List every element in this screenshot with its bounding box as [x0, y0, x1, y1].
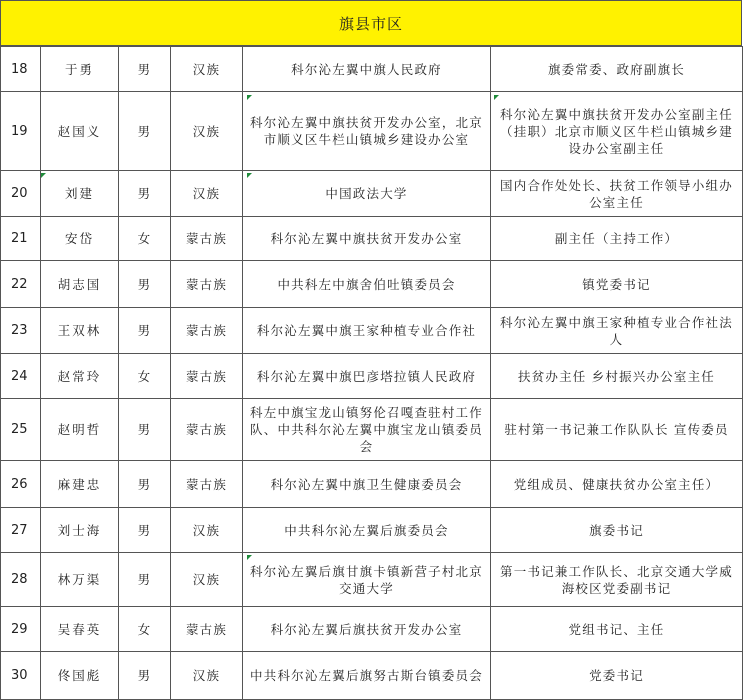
cell-gender[interactable]: 男	[119, 508, 171, 553]
cell-number[interactable]: 23	[1, 308, 41, 354]
cell-ethnicity[interactable]: 蒙古族	[171, 261, 243, 308]
table-row	[1, 461, 743, 508]
cell-number[interactable]: 19	[1, 92, 41, 171]
table-row	[1, 354, 743, 399]
cell-name[interactable]: 林万渠	[41, 553, 119, 607]
cell-name[interactable]: 刘建	[41, 171, 119, 217]
cell-unit[interactable]: 科尔沁左翼中旗扶贫开发办公室	[243, 217, 491, 261]
cell-ethnicity[interactable]: 汉族	[171, 47, 243, 92]
table-row	[1, 92, 743, 171]
cell-ethnicity[interactable]: 蒙古族	[171, 399, 243, 461]
table-row	[1, 261, 743, 308]
cell-number[interactable]: 28	[1, 553, 41, 607]
cell-number[interactable]: 22	[1, 261, 41, 308]
cell-unit[interactable]: 中共科尔沁左翼后旗努古斯台镇委员会	[243, 652, 491, 700]
cell-unit[interactable]: 科尔沁左翼后旗甘旗卡镇新营子村北京交通大学	[243, 553, 491, 607]
cell-gender[interactable]: 男	[119, 261, 171, 308]
cell-unit[interactable]: 科左中旗宝龙山镇努伦召嘎查驻村工作队、中共科尔沁左翼中旗宝龙山镇委员会	[243, 399, 491, 461]
cell-gender[interactable]: 男	[119, 171, 171, 217]
cell-position[interactable]: 党委书记	[491, 652, 743, 700]
cell-gender[interactable]: 男	[119, 553, 171, 607]
table-row	[1, 217, 743, 261]
cell-comment-marker	[247, 173, 252, 178]
cell-gender[interactable]: 男	[119, 652, 171, 700]
cell-position[interactable]: 镇党委书记	[491, 261, 743, 308]
cell-ethnicity[interactable]: 汉族	[171, 652, 243, 700]
cell-name[interactable]: 吴春英	[41, 607, 119, 652]
cell-comment-marker	[247, 555, 252, 560]
cell-ethnicity[interactable]: 蒙古族	[171, 354, 243, 399]
table-row	[1, 308, 743, 354]
cell-number[interactable]: 24	[1, 354, 41, 399]
cell-gender[interactable]: 女	[119, 607, 171, 652]
cell-gender[interactable]: 男	[119, 308, 171, 354]
cell-number[interactable]: 25	[1, 399, 41, 461]
cell-ethnicity[interactable]: 蒙古族	[171, 607, 243, 652]
cell-name[interactable]: 胡志国	[41, 261, 119, 308]
table-row	[1, 607, 743, 652]
cell-gender[interactable]: 男	[119, 461, 171, 508]
cell-unit[interactable]: 中共科尔沁左翼后旗委员会	[243, 508, 491, 553]
cell-ethnicity[interactable]: 蒙古族	[171, 461, 243, 508]
cell-gender[interactable]: 男	[119, 47, 171, 92]
cell-unit[interactable]: 科尔沁左翼中旗人民政府	[243, 47, 491, 92]
cell-unit[interactable]: 科尔沁左翼中旗巴彦塔拉镇人民政府	[243, 354, 491, 399]
cell-comment-marker	[247, 95, 252, 100]
cell-ethnicity[interactable]: 汉族	[171, 92, 243, 171]
cell-position[interactable]: 驻村第一书记兼工作队队长 宣传委员	[491, 399, 743, 461]
cell-gender[interactable]: 女	[119, 217, 171, 261]
cell-position[interactable]: 副主任（主持工作）	[491, 217, 743, 261]
cell-unit[interactable]: 科尔沁左翼中旗扶贫开发办公室，北京市顺义区牛栏山镇城乡建设办公室	[243, 92, 491, 171]
cell-unit[interactable]: 中国政法大学	[243, 171, 491, 217]
cell-gender[interactable]: 男	[119, 92, 171, 171]
cell-position[interactable]: 党组成员、健康扶贫办公室主任）	[491, 461, 743, 508]
cell-name[interactable]: 赵明哲	[41, 399, 119, 461]
cell-gender[interactable]: 女	[119, 354, 171, 399]
cell-number[interactable]: 21	[1, 217, 41, 261]
table-row	[1, 652, 743, 700]
cell-gender[interactable]: 男	[119, 399, 171, 461]
cell-unit[interactable]: 科尔沁左翼中旗卫生健康委员会	[243, 461, 491, 508]
cell-name[interactable]: 赵常玲	[41, 354, 119, 399]
cell-position[interactable]: 科尔沁左翼中旗王家种植专业合作社法人	[491, 308, 743, 354]
cell-number[interactable]: 29	[1, 607, 41, 652]
cell-ethnicity[interactable]: 汉族	[171, 171, 243, 217]
cell-number[interactable]: 20	[1, 171, 41, 217]
cell-unit[interactable]: 科尔沁左翼中旗王家种植专业合作社	[243, 308, 491, 354]
table-row	[1, 399, 743, 461]
table-row	[1, 553, 743, 607]
cell-unit[interactable]: 中共科左中旗舍伯吐镇委员会	[243, 261, 491, 308]
cell-number[interactable]: 26	[1, 461, 41, 508]
cell-position[interactable]: 扶贫办主任 乡村振兴办公室主任	[491, 354, 743, 399]
cell-number[interactable]: 18	[1, 47, 41, 92]
cell-name[interactable]: 刘士海	[41, 508, 119, 553]
cell-unit[interactable]: 科尔沁左翼后旗扶贫开发办公室	[243, 607, 491, 652]
cell-position[interactable]: 党组书记、主任	[491, 607, 743, 652]
cell-ethnicity[interactable]: 汉族	[171, 553, 243, 607]
cell-name[interactable]: 安岱	[41, 217, 119, 261]
cell-position[interactable]: 旗委书记	[491, 508, 743, 553]
region-header	[0, 0, 742, 46]
cell-comment-marker	[494, 95, 499, 100]
cell-position[interactable]: 科尔沁左翼中旗扶贫开发办公室副主任（挂职）北京市顺义区牛栏山镇城乡建设办公室副主任	[491, 92, 743, 171]
cell-number[interactable]: 27	[1, 508, 41, 553]
cell-comment-marker	[41, 173, 46, 178]
cell-ethnicity[interactable]: 蒙古族	[171, 308, 243, 354]
cell-position[interactable]: 第一书记兼工作队长、北京交通大学威海校区党委副书记	[491, 553, 743, 607]
table-row	[1, 171, 743, 217]
cell-name[interactable]: 麻建忠	[41, 461, 119, 508]
cell-ethnicity[interactable]: 汉族	[171, 508, 243, 553]
cell-position[interactable]: 国内合作处处长、扶贫工作领导小组办公室主任	[491, 171, 743, 217]
personnel-table	[0, 46, 743, 700]
region-header-title: 旗县市区	[338, 14, 403, 33]
cell-number[interactable]: 30	[1, 652, 41, 700]
cell-ethnicity[interactable]: 蒙古族	[171, 217, 243, 261]
cell-name[interactable]: 赵国义	[41, 92, 119, 171]
table-row	[1, 508, 743, 553]
cell-name[interactable]: 王双林	[41, 308, 119, 354]
cell-name[interactable]: 佟国彪	[41, 652, 119, 700]
cell-name[interactable]: 于勇	[41, 47, 119, 92]
cell-position[interactable]: 旗委常委、政府副旗长	[491, 47, 743, 92]
table-row	[1, 47, 743, 92]
